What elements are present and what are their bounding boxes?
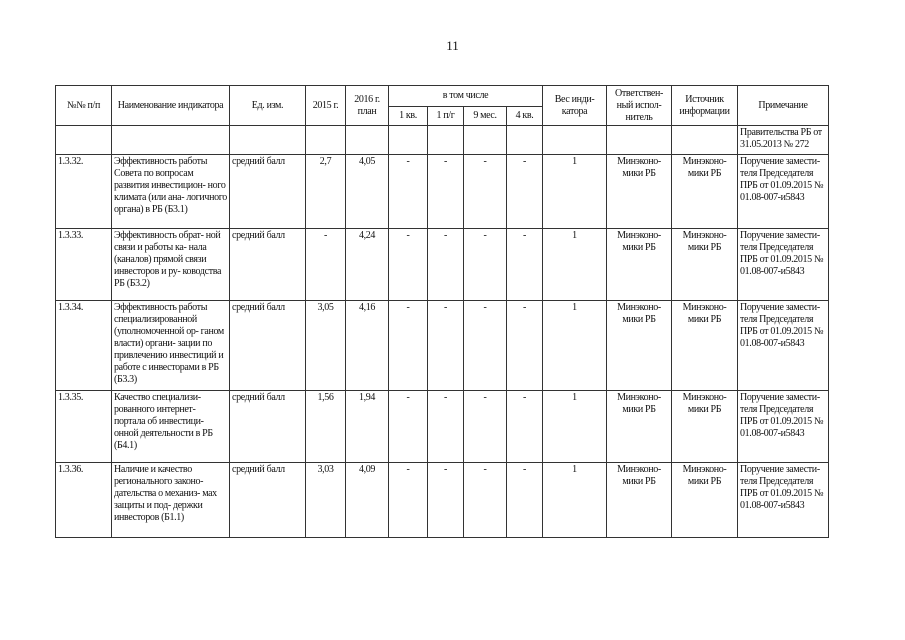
row-q1: -	[389, 463, 428, 538]
row-q1: -	[389, 301, 428, 391]
row-responsible: Минэконо- мики РБ	[607, 391, 672, 463]
row-source: Минэконо- мики РБ	[672, 301, 738, 391]
row-2016-plan: 4,24	[346, 229, 389, 301]
empty-cell	[389, 126, 428, 155]
row-h1: -	[428, 155, 464, 229]
empty-cell	[507, 126, 543, 155]
row-9m: -	[464, 155, 507, 229]
col-header-2015: 2015 г.	[306, 86, 346, 126]
row-responsible: Минэконо- мики РБ	[607, 463, 672, 538]
row-2015-value: 2,7	[306, 155, 346, 229]
row-2016-plan: 4,09	[346, 463, 389, 538]
row-num: 1.3.35.	[56, 391, 112, 463]
col-header-h1: 1 п/г	[428, 107, 464, 126]
row-h1: -	[428, 463, 464, 538]
row-q1: -	[389, 229, 428, 301]
row-q1: -	[389, 391, 428, 463]
page-number: 11	[446, 38, 459, 53]
table-row	[56, 463, 829, 538]
col-header-responsible: Ответствен- ный испол- нитель	[607, 86, 672, 126]
row-weight: 1	[543, 301, 607, 391]
row-responsible: Минэконо- мики РБ	[607, 229, 672, 301]
col-header-num: №№ п/п	[56, 86, 112, 126]
row-num: 1.3.34.	[56, 301, 112, 391]
row-unit: средний балл	[230, 391, 306, 463]
row-num: 1.3.32.	[56, 155, 112, 229]
continuation-note: Правительства РБ от 31.05.2013 № 272	[738, 126, 829, 155]
row-indicator-name: Качество специализи- рованного интернет- портала об инвестици- онной деятельности в РБ (Б4.1)	[112, 391, 230, 463]
col-header-unit: Ед. изм.	[230, 86, 306, 126]
row-note: Поручение замести- теля Председателя ПРБ от 01.09.2015 № 01.08-007-и5843	[738, 391, 829, 463]
table-row	[56, 391, 829, 463]
row-9m: -	[464, 229, 507, 301]
row-unit: средний балл	[230, 301, 306, 391]
row-2016-plan: 4,05	[346, 155, 389, 229]
row-source: Минэконо- мики РБ	[672, 229, 738, 301]
row-indicator-name: Эффективность работы Совета по вопросам развития инвестицион- ного климата (или ана- логичного органа) в РБ (Б3.1)	[112, 155, 230, 229]
col-header-9m: 9 мес.	[464, 107, 507, 126]
row-h1: -	[428, 301, 464, 391]
row-9m: -	[464, 463, 507, 538]
empty-cell	[306, 126, 346, 155]
indicators-table	[55, 85, 829, 538]
row-source: Минэконо- мики РБ	[672, 391, 738, 463]
row-unit: средний балл	[230, 463, 306, 538]
row-weight: 1	[543, 155, 607, 229]
col-header-source: Источник информации	[672, 86, 738, 126]
empty-cell	[112, 126, 230, 155]
row-num: 1.3.36.	[56, 463, 112, 538]
row-2015-value: -	[306, 229, 346, 301]
col-header-note: Примечание	[738, 86, 829, 126]
row-unit: средний балл	[230, 155, 306, 229]
col-header-weight: Вес инди- катора	[543, 86, 607, 126]
row-note: Поручение замести- теля Председателя ПРБ от 01.09.2015 № 01.08-007-и5843	[738, 229, 829, 301]
col-header-including: в том числе	[389, 86, 543, 107]
row-9m: -	[464, 391, 507, 463]
row-2015-value: 1,56	[306, 391, 346, 463]
col-header-name: Наименование индикатора	[112, 86, 230, 126]
row-weight: 1	[543, 391, 607, 463]
col-header-2016: 2016 г. план	[346, 86, 389, 126]
col-header-q4: 4 кв.	[507, 107, 543, 126]
row-num: 1.3.33.	[56, 229, 112, 301]
row-q4: -	[507, 391, 543, 463]
row-unit: средний балл	[230, 229, 306, 301]
row-note: Поручение замести- теля Председателя ПРБ от 01.09.2015 № 01.08-007-и5843	[738, 155, 829, 229]
row-h1: -	[428, 229, 464, 301]
header-row	[56, 86, 829, 107]
row-indicator-name: Эффективность работы специализированной (уполномоченной ор- ганом власти) органи- зации по привлечению инвестиций и работе с инвесторами в РБ (Б3.3)	[112, 301, 230, 391]
table-row	[56, 229, 829, 301]
row-weight: 1	[543, 463, 607, 538]
empty-cell	[346, 126, 389, 155]
row-weight: 1	[543, 229, 607, 301]
row-q4: -	[507, 229, 543, 301]
empty-cell	[607, 126, 672, 155]
table-row-continuation	[56, 126, 829, 155]
row-q1: -	[389, 155, 428, 229]
empty-cell	[672, 126, 738, 155]
row-h1: -	[428, 391, 464, 463]
row-source: Минэконо- мики РБ	[672, 463, 738, 538]
row-9m: -	[464, 301, 507, 391]
row-note: Поручение замести- теля Председателя ПРБ от 01.09.2015 № 01.08-007-и5843	[738, 301, 829, 391]
row-responsible: Минэконо- мики РБ	[607, 155, 672, 229]
row-2015-value: 3,05	[306, 301, 346, 391]
row-responsible: Минэконо- мики РБ	[607, 301, 672, 391]
row-q4: -	[507, 301, 543, 391]
row-2016-plan: 1,94	[346, 391, 389, 463]
row-indicator-name: Эффективность обрат- ной связи и работы ка- нала (каналов) прямой связи инвесторов и ру- ководства РБ (Б3.2)	[112, 229, 230, 301]
empty-cell	[230, 126, 306, 155]
table-row	[56, 155, 829, 229]
empty-cell	[56, 126, 112, 155]
row-q4: -	[507, 463, 543, 538]
col-header-q1: 1 кв.	[389, 107, 428, 126]
row-2016-plan: 4,16	[346, 301, 389, 391]
empty-cell	[543, 126, 607, 155]
row-note: Поручение замести- теля Председателя ПРБ от 01.09.2015 № 01.08-007-и5843	[738, 463, 829, 538]
row-q4: -	[507, 155, 543, 229]
empty-cell	[428, 126, 464, 155]
row-2015-value: 3,03	[306, 463, 346, 538]
row-source: Минэконо- мики РБ	[672, 155, 738, 229]
row-indicator-name: Наличие и качество регионального законо- дательства о механиз- мах защиты и под- держки инвесторов (Б1.1)	[112, 463, 230, 538]
table-row	[56, 301, 829, 391]
empty-cell	[464, 126, 507, 155]
